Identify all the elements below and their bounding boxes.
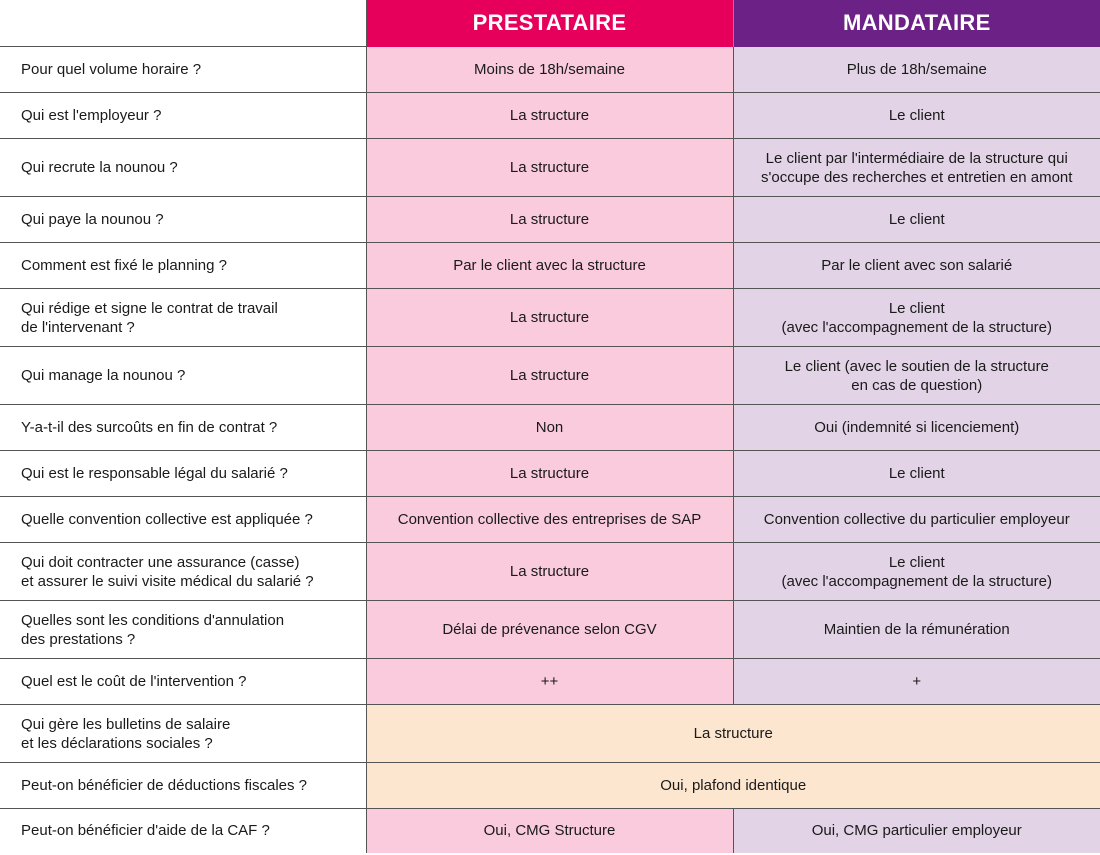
question-cell: Comment est fixé le planning ?	[0, 243, 366, 289]
question-cell: Qui gère les bulletins de salaire et les déclarations sociales ?	[0, 705, 366, 763]
shared-cell: La structure	[366, 705, 1100, 763]
prestataire-cell: Par le client avec la structure	[366, 243, 733, 289]
question-cell: Qui est l'employeur ?	[0, 93, 366, 139]
mandataire-cell: Le client (avec l'accompagnement de la structure)	[733, 543, 1100, 601]
table-row	[0, 763, 1100, 809]
mandataire-cell: Le client (avec l'accompagnement de la structure)	[733, 289, 1100, 347]
prestataire-cell: Non	[366, 405, 733, 451]
table-row	[0, 197, 1100, 243]
mandataire-cell: +	[733, 659, 1100, 705]
table-row	[0, 347, 1100, 405]
prestataire-cell: La structure	[366, 543, 733, 601]
prestataire-cell: La structure	[366, 139, 733, 197]
header-row	[0, 0, 1100, 47]
mandataire-cell: Le client	[733, 197, 1100, 243]
question-cell: Quel est le coût de l'intervention ?	[0, 659, 366, 705]
table-row	[0, 289, 1100, 347]
prestataire-cell: La structure	[366, 197, 733, 243]
mandataire-cell: Maintien de la rémunération	[733, 601, 1100, 659]
prestataire-cell: Convention collective des entreprises de SAP	[366, 497, 733, 543]
mandataire-cell: Le client par l'intermédiaire de la structure qui s'occupe des recherches et entretien en amont	[733, 139, 1100, 197]
table-row	[0, 543, 1100, 601]
table-row	[0, 405, 1100, 451]
table-row	[0, 243, 1100, 289]
table-row	[0, 497, 1100, 543]
table-row	[0, 139, 1100, 197]
prestataire-cell: Oui, CMG Structure	[366, 809, 733, 853]
question-cell: Qui est le responsable légal du salarié ?	[0, 451, 366, 497]
header-prestataire: PRESTATAIRE	[366, 0, 733, 47]
header-blank	[0, 0, 366, 47]
question-cell: Quelles sont les conditions d'annulation des prestations ?	[0, 601, 366, 659]
question-cell: Qui rédige et signe le contrat de travail de l'intervenant ?	[0, 289, 366, 347]
prestataire-cell: ++	[366, 659, 733, 705]
header-mandataire: MANDATAIRE	[733, 0, 1100, 47]
question-cell: Qui doit contracter une assurance (casse) et assurer le suivi visite médical du salarié ?	[0, 543, 366, 601]
mandataire-cell: Le client	[733, 451, 1100, 497]
question-cell: Qui paye la nounou ?	[0, 197, 366, 243]
prestataire-cell: Moins de 18h/semaine	[366, 47, 733, 93]
mandataire-cell: Oui (indemnité si licenciement)	[733, 405, 1100, 451]
mandataire-cell: Le client (avec le soutien de la structure en cas de question)	[733, 347, 1100, 405]
prestataire-cell: La structure	[366, 347, 733, 405]
prestataire-cell: Délai de prévenance selon CGV	[366, 601, 733, 659]
question-cell: Qui recrute la nounou ?	[0, 139, 366, 197]
prestataire-cell: La structure	[366, 93, 733, 139]
question-cell: Pour quel volume horaire ?	[0, 47, 366, 93]
shared-cell: Oui, plafond identique	[366, 763, 1100, 809]
question-cell: Peut-on bénéficier de déductions fiscales ?	[0, 763, 366, 809]
mandataire-cell: Le client	[733, 93, 1100, 139]
table-row	[0, 809, 1100, 853]
question-cell: Quelle convention collective est appliquée ?	[0, 497, 366, 543]
table-row	[0, 93, 1100, 139]
table-row	[0, 659, 1100, 705]
mandataire-cell: Convention collective du particulier employeur	[733, 497, 1100, 543]
table-row	[0, 451, 1100, 497]
mandataire-cell: Par le client avec son salarié	[733, 243, 1100, 289]
table-row	[0, 47, 1100, 93]
prestataire-cell: La structure	[366, 451, 733, 497]
table-row	[0, 705, 1100, 763]
mandataire-cell: Plus de 18h/semaine	[733, 47, 1100, 93]
question-cell: Qui manage la nounou ?	[0, 347, 366, 405]
table-row	[0, 601, 1100, 659]
prestataire-cell: La structure	[366, 289, 733, 347]
mandataire-cell: Oui, CMG particulier employeur	[733, 809, 1100, 853]
question-cell: Peut-on bénéficier d'aide de la CAF ?	[0, 809, 366, 853]
table-body	[0, 47, 1100, 853]
question-cell: Y-a-t-il des surcoûts en fin de contrat ?	[0, 405, 366, 451]
